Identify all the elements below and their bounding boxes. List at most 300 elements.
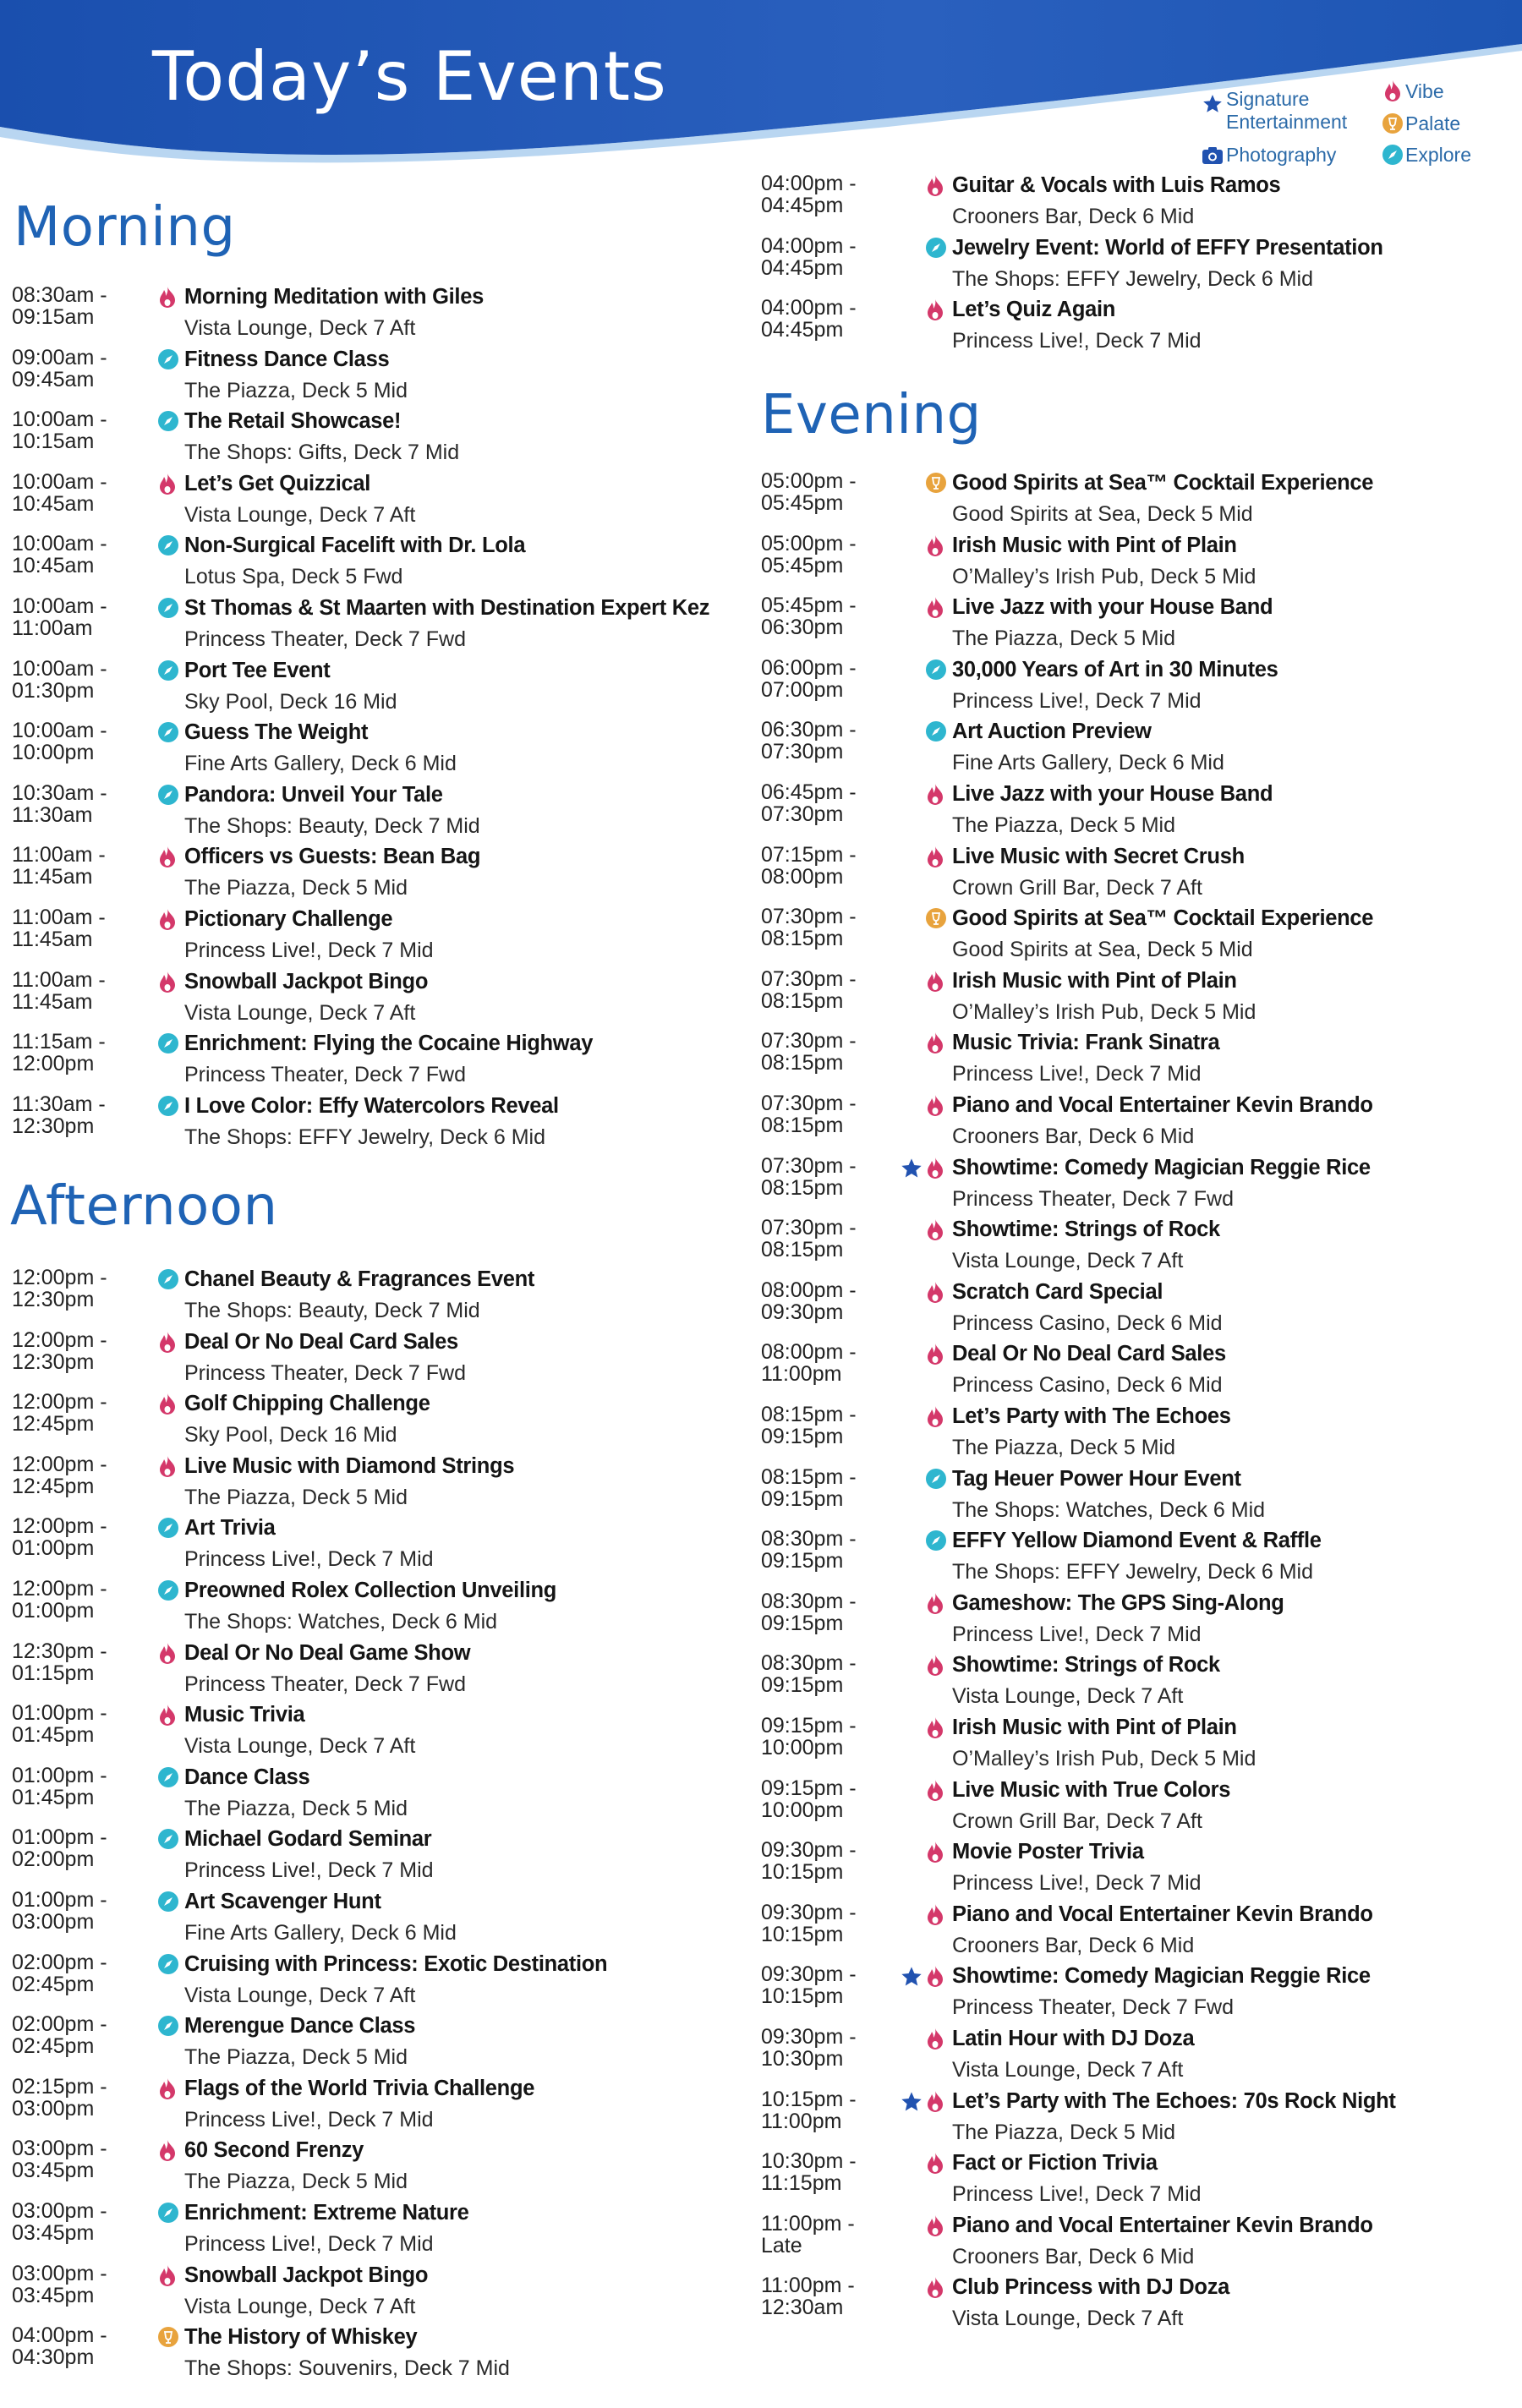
event-row [0, 1093, 761, 1154]
event-category-icons [127, 1828, 181, 1852]
event-time [12, 2076, 139, 2120]
event-end-time: 10:30pm [761, 2047, 844, 2071]
event-location: The Piazza, Deck 5 Mid [184, 1796, 408, 1820]
event-start-time: 07:30pm - [761, 905, 857, 929]
event-title: Good Spirits at Sea™ Cocktail Experience [952, 906, 1374, 931]
legend-signature-label: Signature [1226, 88, 1310, 110]
event-location: Vista Lounge, Deck 7 Aft [184, 2294, 416, 2318]
event-end-time: 08:15pm [761, 1051, 844, 1075]
event-title: Art Auction Preview [952, 720, 1152, 744]
event-start-time: 03:00pm - [12, 2199, 107, 2223]
event-category-icons [866, 2276, 949, 2300]
event-start-time: 02:15pm - [12, 2074, 107, 2099]
event-location: Crown Grill Bar, Deck 7 Aft [952, 875, 1202, 900]
flame-icon [925, 2028, 949, 2051]
legend-explore-label: Explore [1405, 144, 1471, 166]
event-row [0, 658, 761, 719]
event-end-time: 10:15pm [761, 1984, 844, 2009]
flame-icon [157, 971, 181, 994]
event-category-icons [127, 846, 181, 869]
event-row [0, 2263, 761, 2323]
event-category-icons [866, 720, 949, 744]
event-start-time: 11:00am - [12, 967, 106, 992]
flame-icon [1380, 79, 1405, 103]
event-location: Good Spirits at Sea, Deck 5 Mid [952, 502, 1253, 526]
event-title: Dance Class [184, 1765, 310, 1789]
flame-icon [925, 783, 949, 807]
legend-categories [1380, 79, 1471, 175]
event-end-time: 08:15pm [761, 1175, 844, 1200]
compass-icon [1380, 144, 1405, 166]
event-title: Latin Hour with DJ Doza [952, 2027, 1195, 2050]
event-time [12, 658, 139, 702]
compass-icon [925, 659, 949, 682]
compass-icon [157, 1032, 181, 1056]
event-end-time: 08:15pm [761, 988, 844, 1013]
event-category-icons [127, 1331, 181, 1354]
event-row [761, 533, 1522, 594]
event-category-icons [866, 783, 949, 807]
event-time [12, 1093, 139, 1137]
event-category-icons [127, 286, 181, 309]
event-location: Princess Theater, Deck 7 Fwd [952, 1995, 1235, 2020]
compass-icon [925, 237, 949, 260]
event-category-icons [127, 2139, 181, 2163]
event-row [761, 1279, 1522, 1340]
event-category-icons [866, 1405, 949, 1429]
section-evening-title: Evening [761, 384, 982, 446]
event-title: EFFY Yellow Diamond Event & Raffle [952, 1529, 1322, 1553]
event-time [12, 1765, 139, 1809]
event-row [0, 1951, 761, 2012]
event-end-time: 11:45am [12, 928, 93, 951]
event-title: Showtime: Strings of Rock [952, 1218, 1220, 1242]
event-title: Guess The Weight [184, 720, 369, 745]
event-end-time: 09:15pm [761, 1425, 844, 1448]
event-row [761, 1092, 1522, 1153]
flame-icon [925, 1157, 949, 1180]
event-category-icons [127, 348, 181, 372]
event-end-time: 12:30pm [12, 1114, 95, 1138]
event-time [12, 2013, 139, 2057]
event-row [761, 906, 1522, 966]
event-row [761, 1652, 1522, 1713]
event-location: Princess Live!, Deck 7 Mid [184, 2107, 434, 2132]
event-start-time: 11:30am - [12, 1092, 106, 1116]
event-category-icons [127, 1579, 181, 1603]
event-title: Flags of the World Trivia Challenge [184, 2076, 535, 2100]
flame-icon [925, 298, 949, 322]
event-location: Princess Live!, Deck 7 Mid [952, 1871, 1202, 1896]
event-location: The Piazza, Deck 5 Mid [184, 2170, 408, 2194]
event-location: Lotus Spa, Deck 5 Fwd [184, 565, 403, 589]
event-location: The Shops: Beauty, Deck 7 Mid [184, 813, 480, 838]
event-time [12, 595, 139, 639]
event-category-icons [866, 1468, 949, 1491]
event-category-icons [866, 1094, 949, 1118]
event-row [0, 1453, 761, 1514]
event-category-icons [866, 472, 949, 495]
event-row [0, 1329, 761, 1390]
legend-explore [1380, 144, 1471, 166]
event-row [0, 2200, 761, 2261]
event-title: Officers vs Guests: Bean Bag [184, 845, 481, 869]
event-end-time: 01:45pm [12, 1785, 95, 1809]
event-time [12, 1267, 139, 1311]
event-end-time: 04:45pm [761, 255, 844, 280]
event-start-time: 09:15pm - [761, 1776, 857, 1800]
event-end-time: 09:15pm [761, 1549, 844, 1573]
event-category-icons [866, 2090, 949, 2114]
compass-icon [157, 1579, 181, 1603]
flame-icon [925, 2276, 949, 2300]
event-title: Snowball Jackpot Bingo [184, 969, 429, 993]
event-start-time: 02:00pm - [12, 2012, 107, 2037]
event-start-time: 12:30pm - [12, 1639, 107, 1663]
event-location: Vista Lounge, Deck 7 Aft [184, 1983, 416, 2007]
event-end-time: 02:00pm [12, 1847, 95, 1872]
event-category-icons [866, 1841, 949, 1864]
event-location: Princess Casino, Deck 6 Mid [952, 1311, 1223, 1335]
event-start-time: 07:30pm - [761, 966, 857, 991]
event-category-icons [127, 908, 181, 932]
legend-vibe-label: Vibe [1405, 80, 1444, 102]
event-end-time: 10:45am [12, 554, 95, 578]
event-start-time: 11:00am - [12, 906, 106, 929]
event-title: Enrichment: Flying the Cocaine Highway [184, 1032, 594, 1056]
event-category-icons [127, 659, 181, 683]
event-row [0, 906, 761, 967]
event-end-time: 09:30pm [761, 1300, 844, 1324]
event-row [0, 1765, 761, 1825]
event-location: The Shops: EFFY Jewelry, Deck 6 Mid [184, 1125, 546, 1149]
flame-icon [157, 908, 181, 932]
event-end-time: 03:45pm [12, 2221, 95, 2245]
event-category-icons [866, 1654, 949, 1677]
event-start-time: 08:15pm - [761, 1464, 857, 1489]
event-category-icons [127, 1642, 181, 1666]
event-end-time: 07:30pm [761, 802, 844, 826]
event-location: O’Malley’s Irish Pub, Deck 5 Mid [952, 999, 1256, 1024]
event-row [761, 781, 1522, 842]
event-end-time: 10:15pm [761, 1860, 844, 1885]
event-row [761, 1404, 1522, 1464]
flame-icon [157, 2139, 181, 2163]
event-title: Live Jazz with your House Band [952, 782, 1273, 806]
event-start-time: 04:00pm - [761, 172, 857, 195]
event-location: Vista Lounge, Deck 7 Aft [952, 2058, 1184, 2082]
event-start-time: 12:00pm - [12, 1327, 107, 1352]
event-location: The Piazza, Deck 5 Mid [952, 813, 1175, 837]
event-location: Fine Arts Gallery, Deck 6 Mid [952, 751, 1224, 775]
event-end-time: 11:45am [12, 989, 93, 1014]
event-row [0, 595, 761, 656]
event-end-time: 04:45pm [761, 318, 844, 342]
event-end-time: 04:45pm [761, 194, 844, 217]
event-start-time: 09:30pm - [761, 1900, 857, 1924]
star-icon [900, 2090, 923, 2114]
event-start-time: 09:30pm - [761, 1962, 857, 1987]
event-title: 60 Second Frenzy [184, 2138, 364, 2163]
event-location: Princess Theater, Deck 7 Fwd [184, 1360, 467, 1385]
event-location: The Shops: Watches, Deck 6 Mid [952, 1497, 1266, 1522]
event-location: Vista Lounge, Deck 7 Aft [184, 1734, 416, 1759]
event-row [0, 720, 761, 780]
event-category-icons [866, 2028, 949, 2051]
event-start-time: 10:00am - [12, 719, 107, 743]
event-time [12, 1578, 139, 1622]
event-row [0, 1578, 761, 1639]
event-title: Art Scavenger Hunt [184, 1890, 381, 1913]
event-row [0, 969, 761, 1030]
event-title: Michael Godard Seminar [184, 1827, 432, 1852]
event-end-time: 07:00pm [761, 677, 844, 702]
event-location: The Shops: EFFY Jewelry, Deck 6 Mid [952, 266, 1314, 291]
event-start-time: 10:00am - [12, 656, 107, 681]
event-start-time: 06:30pm - [761, 718, 857, 742]
event-end-time: 01:00pm [12, 1536, 95, 1561]
event-end-time: 11:30am [12, 802, 93, 827]
palate-icon [157, 2326, 181, 2350]
event-time [12, 969, 139, 1013]
event-end-time: 02:45pm [12, 2034, 95, 2059]
event-category-icons [127, 597, 181, 621]
event-title: Fact or Fiction Trivia [952, 2151, 1158, 2175]
event-end-time: 01:45pm [12, 1723, 95, 1748]
event-start-time: 10:00am - [12, 408, 107, 432]
event-start-time: 11:00pm - [761, 2274, 855, 2298]
event-category-icons [127, 1393, 181, 1416]
event-end-time: 09:45am [12, 367, 95, 391]
event-row [0, 471, 761, 532]
compass-icon [157, 1095, 181, 1119]
event-end-time: 01:00pm [12, 1599, 95, 1623]
event-location: Good Spirits at Sea, Deck 5 Mid [952, 938, 1253, 962]
event-start-time: 07:15pm - [761, 842, 857, 867]
event-title: Live Music with True Colors [952, 1777, 1231, 1802]
event-location: Princess Casino, Deck 6 Mid [952, 1373, 1223, 1398]
flame-icon [925, 1903, 949, 1927]
event-category-icons [866, 1343, 949, 1366]
event-location: Princess Live!, Deck 7 Mid [952, 688, 1202, 713]
flame-icon [925, 1032, 949, 1055]
event-location: Crooners Bar, Deck 6 Mid [952, 1125, 1195, 1148]
event-category-icons [866, 1965, 949, 1989]
event-title: Golf Chipping Challenge [184, 1392, 430, 1416]
event-row [0, 347, 761, 408]
event-row [761, 2274, 1522, 2335]
event-category-icons [866, 1281, 949, 1305]
event-time [12, 720, 139, 763]
event-category-icons [866, 298, 949, 322]
event-end-time: 12:45pm [12, 1412, 95, 1437]
event-row [0, 533, 761, 594]
event-title: Scratch Card Special [952, 1279, 1163, 1304]
event-row [0, 284, 761, 345]
compass-icon [157, 659, 181, 683]
event-time [12, 1453, 139, 1497]
event-title: Let’s Quiz Again [952, 298, 1116, 322]
event-category-icons [127, 2015, 181, 2039]
event-end-time: 10:00pm [12, 741, 95, 765]
event-start-time: 03:00pm - [12, 2261, 107, 2285]
page-title: Today’s Events [152, 37, 667, 116]
event-start-time: 05:45pm - [761, 594, 857, 618]
event-title: Irish Music with Pint of Plain [952, 533, 1237, 557]
flame-icon [925, 1716, 949, 1740]
flame-icon [925, 174, 949, 198]
event-location: The Piazza, Deck 5 Mid [184, 1485, 408, 1509]
event-end-time: 08:15pm [761, 1238, 844, 1262]
event-start-time: 08:30am - [12, 283, 107, 307]
event-start-time: 01:00pm - [12, 1825, 107, 1850]
event-category-icons [866, 174, 949, 198]
event-category-icons [866, 1530, 949, 1553]
event-title: Pictionary Challenge [184, 907, 393, 931]
event-row [761, 1839, 1522, 1900]
event-start-time: 11:00pm - [761, 2211, 855, 2236]
event-end-time: 06:30pm [761, 616, 844, 640]
event-title: Chanel Beauty & Fragrances Event [184, 1267, 535, 1291]
compass-icon [157, 1953, 181, 1977]
event-location: The Piazza, Deck 5 Mid [952, 1436, 1175, 1459]
event-time [12, 2137, 139, 2181]
event-end-time: 01:15pm [12, 1661, 95, 1685]
flame-icon [157, 1393, 181, 1416]
compass-icon [157, 1517, 181, 1541]
event-end-time: 11:15pm [761, 2171, 842, 2196]
compass-icon [157, 1828, 181, 1852]
palate-icon [1380, 112, 1405, 134]
event-end-time: 10:00pm [761, 1798, 844, 1822]
star-icon [900, 1965, 923, 1989]
event-location: Crown Grill Bar, Deck 7 Aft [952, 1809, 1202, 1833]
event-location: The Piazza, Deck 5 Mid [184, 2045, 408, 2070]
event-location: The Shops: EFFY Jewelry, Deck 6 Mid [952, 1560, 1314, 1584]
event-start-time: 01:00pm - [12, 1763, 107, 1787]
flame-icon [925, 970, 949, 993]
event-title: Snowball Jackpot Bingo [184, 2263, 429, 2287]
compass-icon [925, 1530, 949, 1553]
event-row [0, 2076, 761, 2137]
event-location: O’Malley’s Irish Pub, Deck 5 Mid [952, 1747, 1256, 1770]
event-title: Music Trivia: Frank Sinatra [952, 1031, 1220, 1055]
event-location: Princess Theater, Deck 7 Fwd [952, 1186, 1235, 1211]
event-category-icons [866, 534, 949, 558]
event-category-icons [866, 1032, 949, 1055]
event-category-icons [866, 2152, 949, 2175]
event-end-time: 03:00pm [12, 1910, 95, 1934]
event-end-time: 08:15pm [761, 927, 844, 951]
event-row [0, 1267, 761, 1327]
event-start-time: 10:30pm - [761, 2149, 857, 2174]
event-start-time: 08:00pm - [761, 1340, 857, 1365]
event-location: Fine Arts Gallery, Deck 6 Mid [184, 752, 457, 776]
legend-vibe [1380, 79, 1471, 103]
flame-icon [157, 1331, 181, 1354]
event-row [761, 2213, 1522, 2274]
flame-icon [925, 2152, 949, 2175]
compass-icon [157, 784, 181, 807]
event-time [12, 284, 139, 328]
palate-icon [925, 472, 949, 495]
event-title: 30,000 Years of Art in 30 Minutes [952, 657, 1278, 681]
event-location: Vista Lounge, Deck 7 Aft [952, 1684, 1184, 1709]
event-start-time: 02:00pm - [12, 1950, 107, 1974]
event-title: Let’s Get Quizzical [184, 471, 371, 495]
event-start-time: 11:15am - [12, 1030, 106, 1054]
event-row [0, 2324, 761, 2385]
event-time [12, 2200, 139, 2244]
event-start-time: 09:00am - [12, 345, 107, 369]
flame-icon [925, 1965, 949, 1989]
event-row [761, 172, 1522, 233]
event-row [0, 1031, 761, 1092]
event-row [761, 1466, 1522, 1527]
event-location: Princess Live!, Deck 7 Mid [184, 1547, 434, 1572]
event-title: Club Princess with DJ Doza [952, 2275, 1230, 2300]
flame-icon [925, 1281, 949, 1305]
compass-icon [925, 720, 949, 744]
event-location: Crooners Bar, Deck 6 Mid [952, 2244, 1195, 2268]
event-start-time: 03:00pm - [12, 2137, 107, 2161]
event-category-icons [866, 2214, 949, 2238]
event-start-time: 10:00am - [12, 469, 107, 494]
event-row [761, 594, 1522, 655]
flame-icon [925, 1094, 949, 1118]
event-title: I Love Color: Effy Watercolors Reveal [184, 1093, 559, 1118]
event-location: Princess Live!, Deck 7 Mid [952, 2182, 1202, 2207]
event-row [0, 782, 761, 843]
compass-icon [157, 410, 181, 434]
event-category-icons [127, 971, 181, 994]
event-end-time: 10:15pm [761, 1922, 844, 1946]
event-title: Gameshow: The GPS Sing-Along [952, 1590, 1284, 1615]
event-title: Irish Music with Pint of Plain [952, 968, 1237, 993]
flame-icon [157, 286, 181, 309]
event-row [0, 2013, 761, 2074]
event-time [12, 2263, 139, 2307]
event-start-time: 12:00pm - [12, 1577, 107, 1601]
flame-icon [925, 846, 949, 869]
event-row [761, 844, 1522, 905]
compass-icon [157, 1766, 181, 1790]
event-title: Cruising with Princess: Exotic Destination [184, 1951, 608, 1976]
event-time [12, 1031, 139, 1075]
event-start-time: 08:00pm - [761, 1278, 857, 1302]
flame-icon [157, 1704, 181, 1727]
event-location: Crooners Bar, Deck 6 Mid [952, 1933, 1195, 1957]
event-category-icons [866, 237, 949, 260]
event-start-time: 08:30pm - [761, 1527, 857, 1552]
event-row [0, 1391, 761, 1452]
compass-icon [157, 1891, 181, 1914]
event-row [761, 657, 1522, 718]
event-title: Piano and Vocal Entertainer Kevin Brando [952, 1902, 1373, 1926]
event-title: Live Music with Diamond Strings [184, 1453, 515, 1478]
flame-icon [925, 1218, 949, 1242]
event-time [12, 408, 139, 452]
event-end-time: 10:15am [12, 430, 95, 454]
event-row [0, 408, 761, 469]
event-start-time: 10:00am - [12, 532, 107, 556]
event-end-time: 03:00pm [12, 2096, 95, 2121]
event-row [0, 844, 761, 905]
event-location: Princess Live!, Deck 7 Mid [952, 1622, 1202, 1646]
event-category-icons [127, 1766, 181, 1790]
event-row [0, 1826, 761, 1887]
event-location: Sky Pool, Deck 16 Mid [184, 689, 397, 714]
